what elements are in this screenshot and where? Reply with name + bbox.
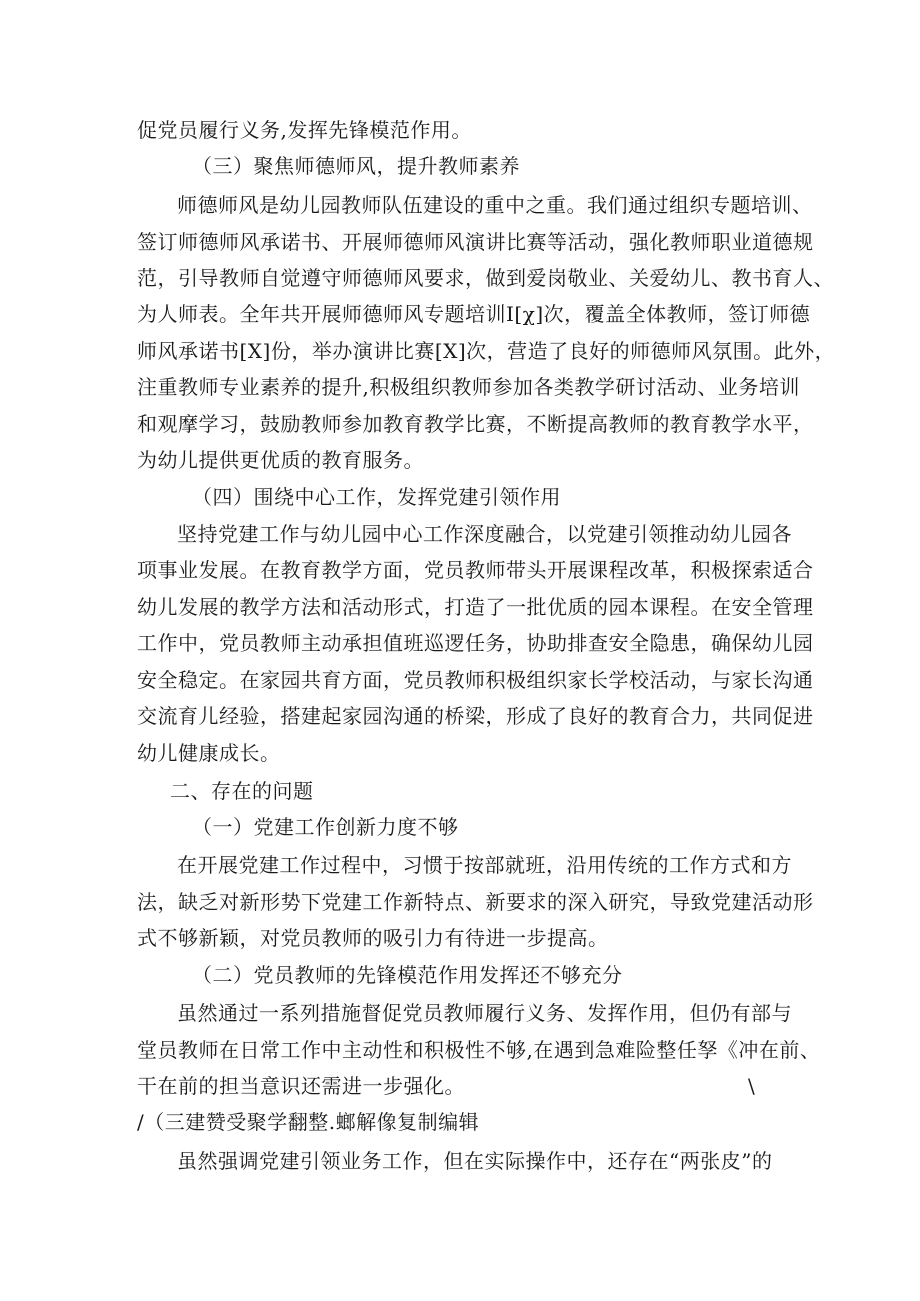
- body-line: 为幼儿提供更优质的教育服务。: [137, 448, 424, 472]
- body-line: 干在前的担当意识还需进一步强化。: [137, 1074, 465, 1098]
- body-line: 范，引导教师自觉遵守师德师风要求，做到爱岗敬业、关爱幼儿、教书育人、: [137, 266, 834, 290]
- section-heading: （二）党员教师的先锋模范作用发挥还不够充分: [192, 963, 623, 987]
- body-line: 师德师风是幼儿园教师队伍建设的重中之重。我们通过组织专题培训、: [177, 193, 813, 217]
- body-line: 促党员履行义务,发挥先锋模范作用。: [137, 118, 472, 142]
- body-line: 虽然强调党建引领业务工作，但在实际操作中，还存在“两张皮”的: [177, 1149, 773, 1173]
- chapter-heading: 二、存在的问题: [170, 779, 314, 803]
- body-line: 幼儿发展的教学方法和活动形式，打造了一批优质的园本课程。在安全管理: [137, 595, 814, 619]
- section-heading: （一）党建工作创新力度不够: [192, 815, 459, 839]
- body-line: 在开展党建工作过程中，习惯于按部就班，沿用传统的工作方式和方: [177, 853, 792, 877]
- body-line: 和观摩学习，鼓励教师参加教育教学比赛，不断提高教师的教育教学水平，: [137, 412, 814, 436]
- section-heading-garbled: /（三建赞受聚学翻整.螂解像复制编辑: [137, 1110, 480, 1134]
- stray-mark: \: [748, 1074, 755, 1098]
- section-heading: （三）聚焦师德师风，提升教师素养: [192, 154, 520, 178]
- body-line: 签订师德师风承诺书、开展师德师风演讲比赛等活动，强化教师职业道德规: [137, 230, 814, 254]
- section-heading: （四）围绕中心工作，发挥党建引领作用: [192, 485, 561, 509]
- body-line: 坚持党建工作与幼儿园中心工作深度融合，以党建引领推动幼儿园各: [177, 522, 792, 546]
- body-line: 幼儿健康成长。: [137, 741, 281, 765]
- body-line: 项事业发展。在教育教学方面，党员教师带头开展课程改革，积极探索适合: [137, 558, 814, 582]
- body-line: 为人师表。全年共开展师德师风专题培训I[χ]次，覆盖全体教师，签订师德: [137, 302, 811, 326]
- body-line: 法，缺乏对新形势下党建工作新特点、新要求的深入研究，导致党建活动形: [137, 890, 814, 914]
- body-line: 工作中，党员教师主动承担值班巡逻任务，协助排查安全隐患，确保幼儿园: [137, 631, 814, 655]
- body-line: 式不够新颖，对党员教师的吸引力有待进一步提高。: [137, 926, 609, 950]
- body-line: 师风承诺书[X]份，举办演讲比赛[X]次，营造了良好的师德师风氛围。此外，: [137, 339, 836, 363]
- body-line: 堂员教师在日常工作中主动性和积极性不够,在遇到急难险整任孥《冲在前、: [137, 1038, 821, 1062]
- body-line: 注重教师专业素养的提升,积极组织教师参加各类教学研讨活动、业务培训: [137, 375, 800, 399]
- body-line: 交流育儿经验，搭建起家园沟通的桥梁，形成了良好的教育合力，共同促进: [137, 704, 814, 728]
- body-line: 虽然通过一系列措施督促党员教师履行义务、发挥作用，但仍有部与: [177, 1001, 792, 1025]
- body-line: 安全稳定。在家园共育方面，党员教师积极组织家长学校活动，与家长沟通: [137, 668, 814, 692]
